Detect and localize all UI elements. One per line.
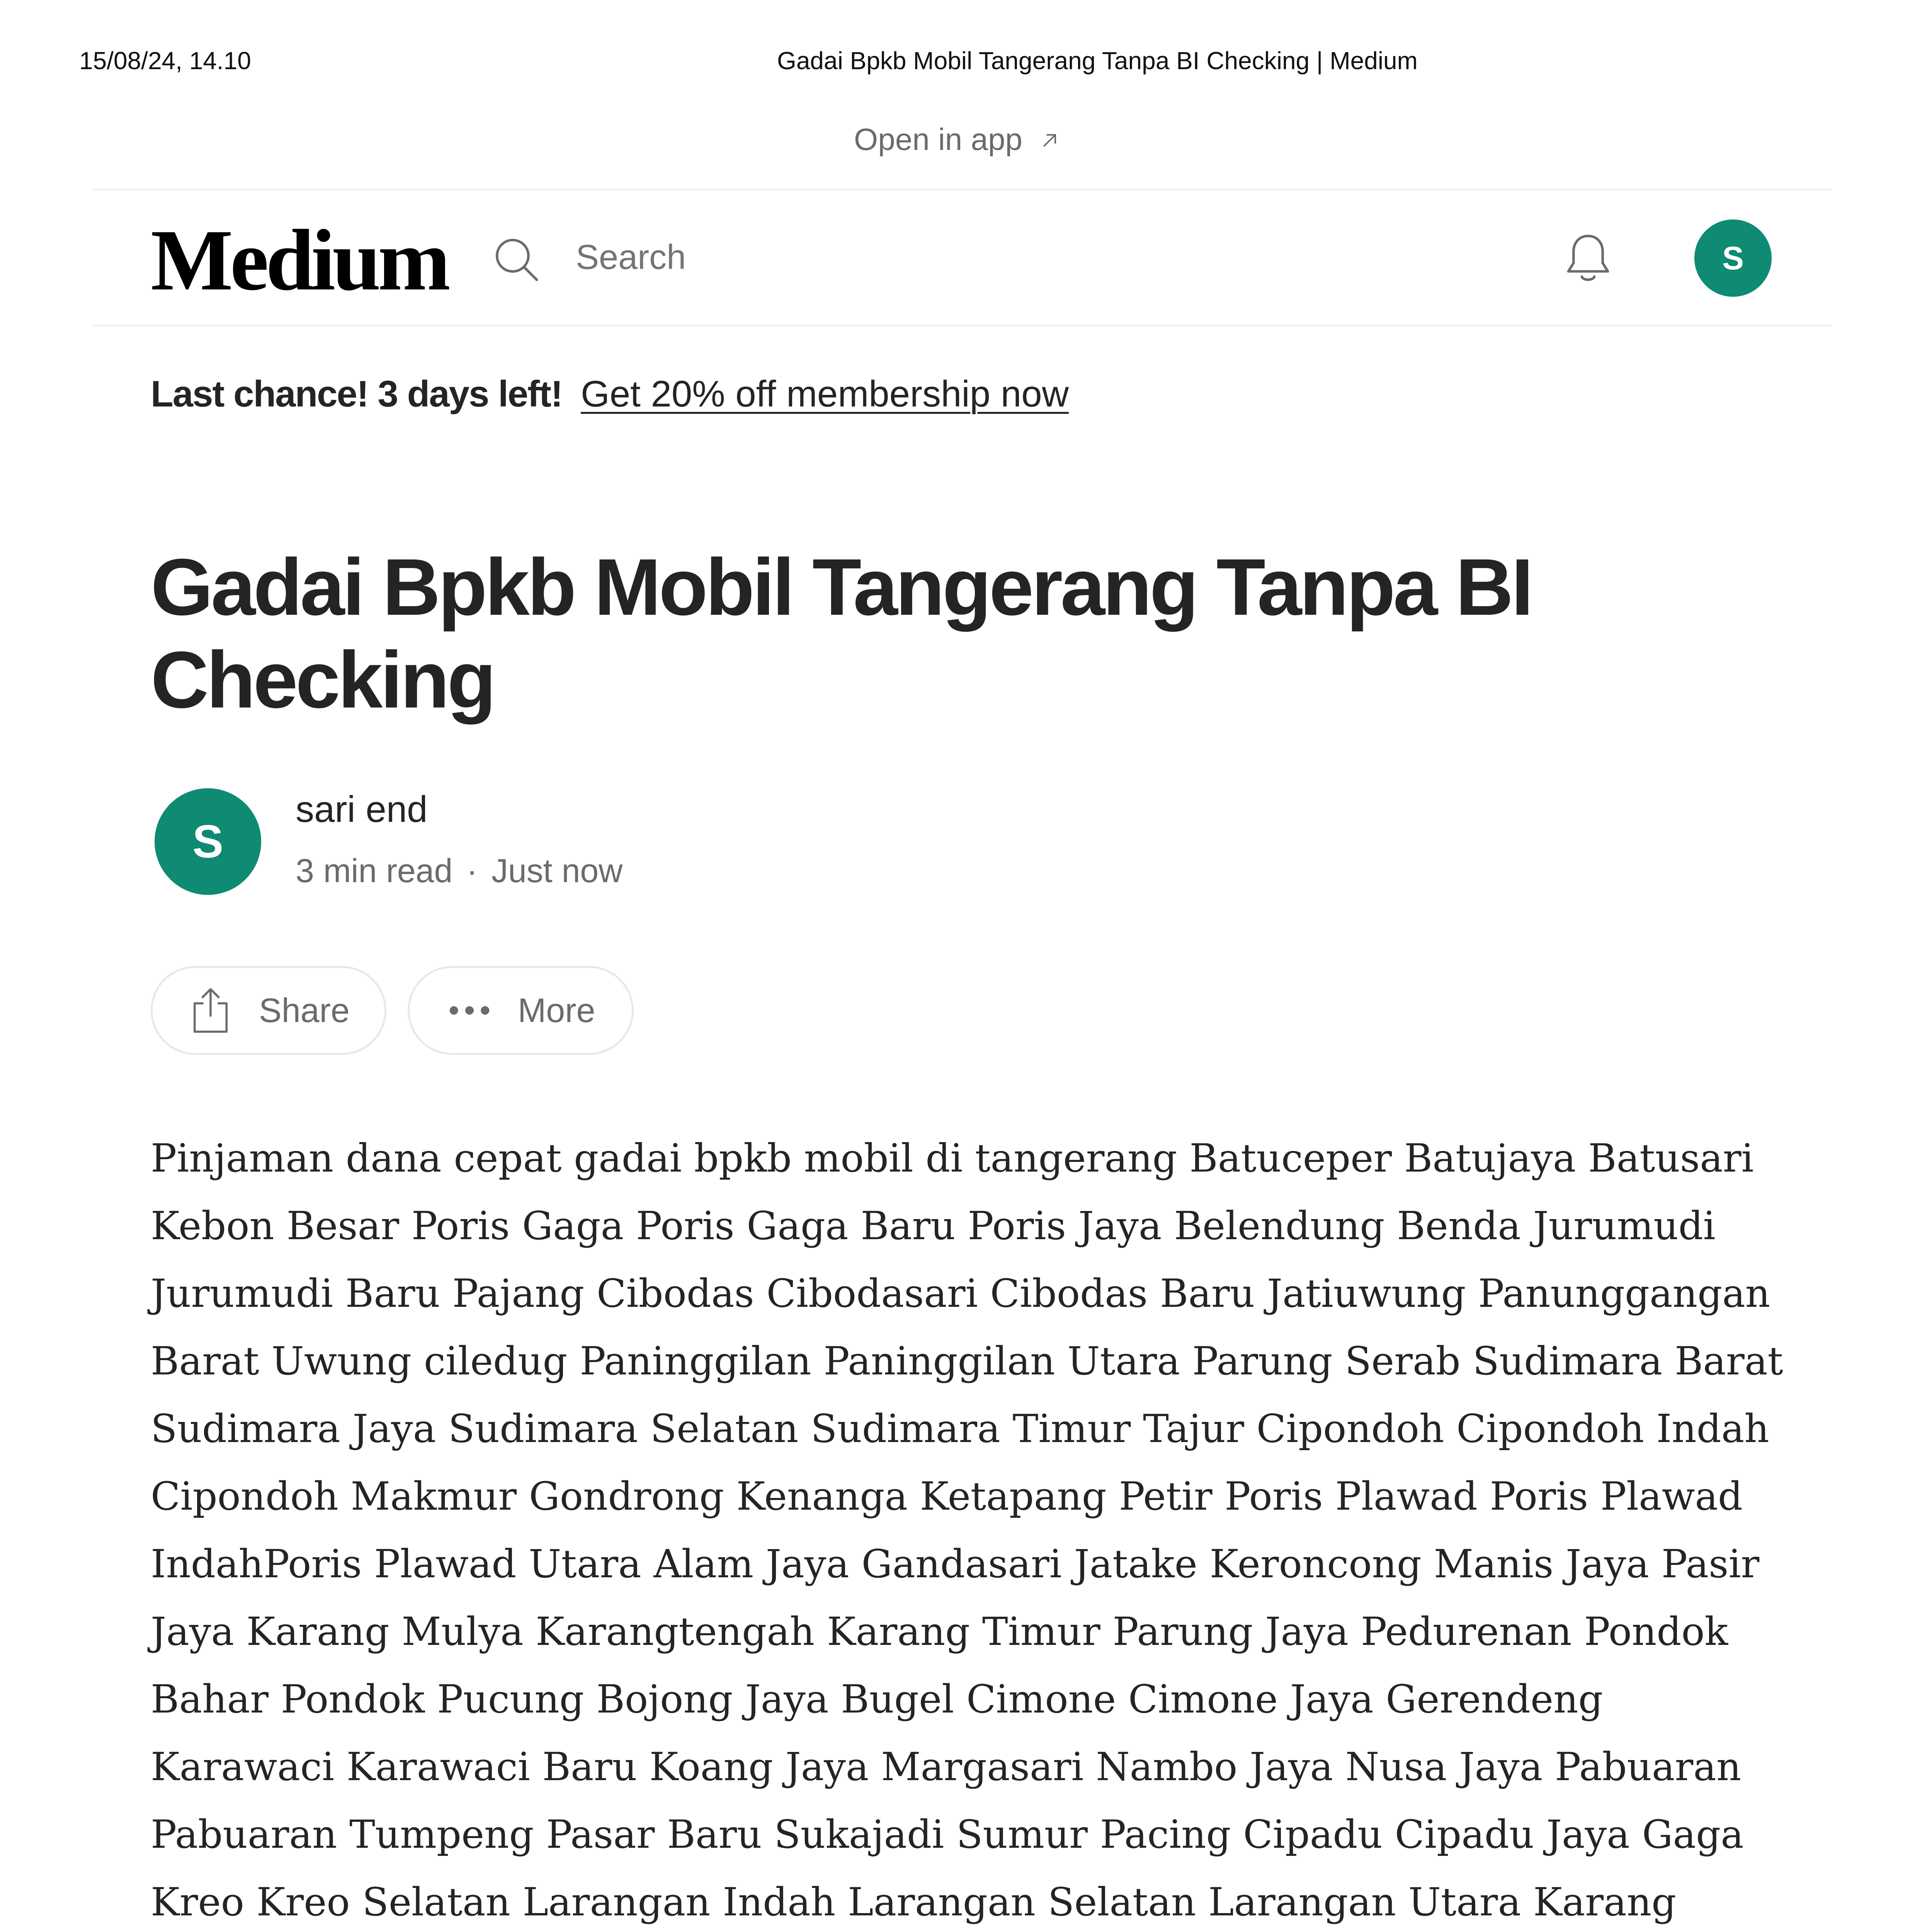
article-title: Gadai Bpkb Mobil Tangerang Tanpa BI Checking xyxy=(151,543,1531,725)
medium-logo[interactable]: Medium xyxy=(151,212,448,308)
bell-icon[interactable] xyxy=(1563,232,1613,286)
user-avatar[interactable]: S xyxy=(1694,219,1772,297)
article-meta xyxy=(296,852,622,890)
share-label: Share xyxy=(259,991,350,1029)
read-time: 3 min read xyxy=(296,852,453,889)
author-name[interactable]: sari end xyxy=(296,789,428,830)
article-body: Pinjaman dana cepat gadai bpkb mobil di tangerang Batuceper Batujaya Batusari Kebon Besar Poris Gaga Poris Gaga Baru Poris Jaya Belendung Benda Jurumudi Jurumudi Baru Pajang Cibodas Cibodasari Cibodas Baru Jatiuwung Panunggangan Barat Uwung ciledug Paninggilan Paninggilan Utara Parung Serab Sudimara Barat Sudimara Jaya Sudimara Selatan Sudimara Timur Tajur Cipondoh Cipondoh Indah Cipondoh Makmur Gondrong Kenanga Ketapang Petir Poris Plawad Poris Plawad IndahPoris Plawad Utara Alam Jaya Gandasari Jatake Keroncong Manis Jaya Pasir Jaya Karang Mulya Karangtengah Karang Timur Parung Jaya Pedurenan Pondok Bahar Pondok Pucung Bojong Jaya Bugel Cimone Cimone Jaya Gerendeng Karawaci Karawaci Baru Koang Jaya Margasari Nambo Jaya Nusa Jaya Pabuaran Pabuaran Tumpeng Pasar Baru Sukajadi Sumur Pacing Cipadu Cipadu Jaya Gaga Kreo Kreo Selatan Larangan Indah Larangan Selatan Larangan Utara Karang xyxy=(151,1136,1783,1925)
promo-text: Last chance! 3 days left! xyxy=(151,373,563,415)
print-page-title: Gadai Bpkb Mobil Tangerang Tanpa BI Checking | Medium xyxy=(777,47,1418,75)
arrow-up-right-icon xyxy=(1038,124,1061,160)
open-in-app-label: Open in app xyxy=(854,122,1022,156)
more-button[interactable] xyxy=(408,966,634,1055)
header-divider-bottom xyxy=(93,325,1832,327)
search-input[interactable] xyxy=(576,238,1117,277)
share-icon xyxy=(189,985,232,1036)
header-divider-top xyxy=(93,189,1832,191)
share-button[interactable] xyxy=(151,966,386,1055)
publish-time: Just now xyxy=(491,852,623,889)
open-in-app-link[interactable] xyxy=(0,122,1915,160)
more-label: More xyxy=(518,991,595,1029)
print-header xyxy=(0,0,1915,128)
more-dots-icon xyxy=(448,1003,491,1018)
meta-separator: · xyxy=(466,852,478,889)
author-avatar[interactable]: S xyxy=(155,788,261,895)
search-icon[interactable] xyxy=(491,234,541,284)
promo-banner xyxy=(151,373,1069,415)
promo-membership-link[interactable]: Get 20% off membership now xyxy=(581,373,1069,415)
print-datetime: 15/08/24, 14.10 xyxy=(79,47,251,75)
